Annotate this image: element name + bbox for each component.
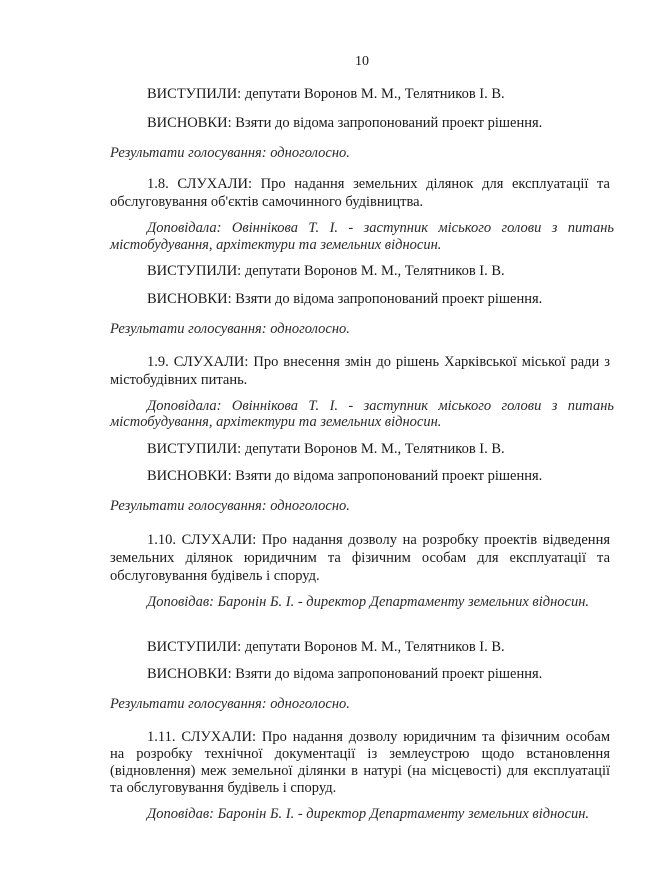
heard-item-1-9-cont: містобудівних питань. [110, 372, 248, 388]
conclusions-line: ВИСНОВКИ: Взяти до відома запропонований проект рішення. [147, 666, 543, 682]
speaker-item-1-8: Доповідала: Овіннікова Т. І. - заступник міського голови з питань [147, 220, 614, 236]
speaker-item-1-9: Доповідала: Овіннікова Т. І. - заступник міського голови з питань [147, 398, 614, 414]
heard-item-1-10-cont: обслуговування будівель і споруд. [110, 568, 320, 584]
heard-item-1-9: 1.9. СЛУХАЛИ: Про внесення змін до рішень Харківської міської ради з [147, 354, 610, 370]
speaker-item-1-10: Доповідав: Баронін Б. І. - директор Департаменту земельних відносин. [147, 594, 590, 610]
heard-item-1-10-cont: земельних ділянок юридичним та фізичним особам для експлуатації та [110, 550, 610, 566]
voting-result: Результати голосування: одноголосно. [110, 498, 350, 514]
conclusions-line: ВИСНОВКИ: Взяти до відома запропонований проект рішення. [147, 115, 543, 131]
heard-item-1-11: 1.11. СЛУХАЛИ: Про надання дозволу юридичним та фізичним особам [147, 729, 610, 745]
heard-item-1-11-cont: (відновлення) меж земельної ділянки в натурі (на місцевості) для експлуатації [110, 763, 610, 779]
speaker-item-1-11: Доповідав: Баронін Б. І. - директор Департаменту земельних відносин. [147, 806, 590, 822]
speakers-line: ВИСТУПИЛИ: депутати Воронов М. М., Телятников І. В. [147, 441, 505, 457]
speakers-line: ВИСТУПИЛИ: депутати Воронов М. М., Телятников І. В. [147, 263, 505, 279]
speakers-line: ВИСТУПИЛИ: депутати Воронов М. М., Телятников І. В. [147, 639, 505, 655]
voting-result: Результати голосування: одноголосно. [110, 321, 350, 337]
heard-item-1-11-cont: на розробку технічної документації із землеустрою щодо встановлення [110, 746, 610, 762]
conclusions-line: ВИСНОВКИ: Взяти до відома запропонований проект рішення. [147, 291, 543, 307]
page-number: 10 [355, 54, 369, 69]
conclusions-line: ВИСНОВКИ: Взяти до відома запропонований проект рішення. [147, 468, 543, 484]
speaker-item-1-9-cont: містобудування, архітектури та земельних відносин. [110, 414, 442, 430]
speaker-item-1-8-cont: містобудування, архітектури та земельних відносин. [110, 237, 442, 253]
voting-result: Результати голосування: одноголосно. [110, 145, 350, 161]
voting-result: Результати голосування: одноголосно. [110, 696, 350, 712]
heard-item-1-8: 1.8. СЛУХАЛИ: Про надання земельних ділянок для експлуатації та [147, 176, 610, 192]
heard-item-1-10: 1.10. СЛУХАЛИ: Про надання дозволу на розробку проектів відведення [147, 532, 610, 548]
speakers-line: ВИСТУПИЛИ: депутати Воронов М. М., Телятников І. В. [147, 86, 505, 102]
heard-item-1-8-cont: обслуговування об'єктів самочинного будівництва. [110, 194, 424, 210]
heard-item-1-11-cont: та обслуговування будівель і споруд. [110, 780, 337, 796]
